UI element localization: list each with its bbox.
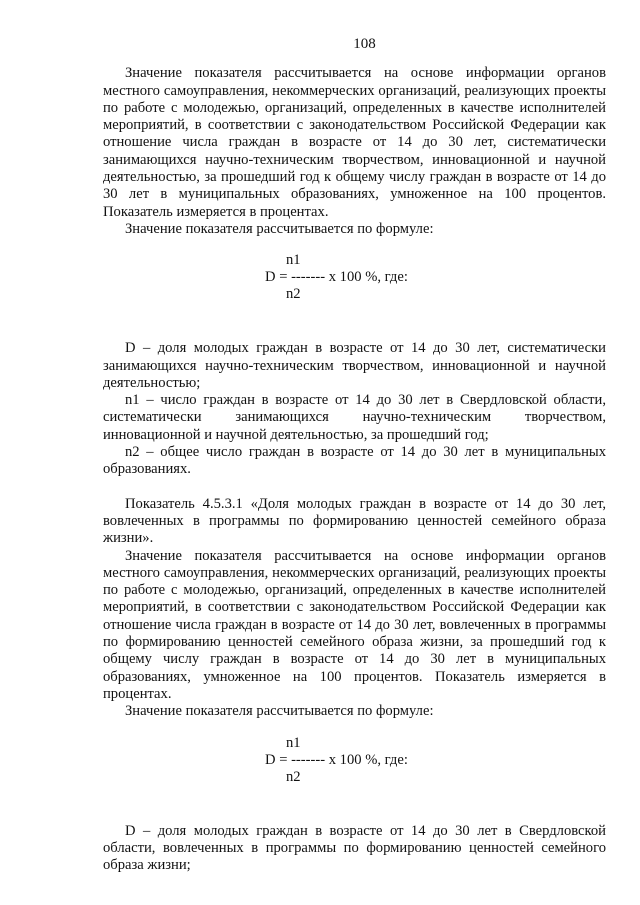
paragraph: Значение показателя рассчитывается на основе информации органов местного самоуправления, некоммерческих организаций, реализующих проекты по работе с молодежью, организаций, определенных в качестве исполнителей мероприятий, в соответствии с законодательством Российской Федерации как отношение числа граждан в возрасте от 14 до 30 лет, систематически занимающихся научно-техническим творчеством, инновационной и научной деятельностью, за прошедший год к общему числу граждан в возрасте от 14 до 30 лет в муниципальных образованиях, умноженное на 100 процентов. Показатель измеряется в процентах. bbox=[103, 65, 606, 220]
definition: D – доля молодых граждан в возрасте от 14 до 30 лет в Свердловской области, вовлеченных в программы по формированию ценностей семейного образа жизни; bbox=[103, 822, 606, 874]
formula bbox=[103, 252, 606, 312]
definition: n1 – число граждан в возрасте от 14 до 30 лет в Свердловской области, систематически занимающихся научно-техническим творчеством, инновационной и научной деятельностью, за прошедший год; bbox=[103, 392, 606, 443]
definition: D – доля молодых граждан в возрасте от 14 до 30 лет, систематически занимающихся научно-техническим творчеством, инновационной и научной деятельностью; bbox=[103, 340, 606, 391]
indicator-heading: Показатель 4.5.3.1 «Доля молодых граждан в возрасте от 14 до 30 лет, вовлеченных в программы по формированию ценностей семейного образа жизни». bbox=[103, 495, 606, 547]
document-page bbox=[103, 36, 606, 874]
page-number: 108 bbox=[353, 36, 376, 52]
paragraph: Значение показателя рассчитывается по формуле: bbox=[125, 220, 434, 237]
formula-expression: D = ------- x 100 %, где: bbox=[265, 751, 408, 768]
formula-numerator: n1 bbox=[286, 734, 301, 751]
paragraph: Значение показателя рассчитывается на основе информации органов местного самоуправления, некоммерческих организаций, реализующих проекты по работе с молодежью, организаций, определенных в качестве исполнителей мероприятий, в соответствии с законодательством Российской Федерации как отношение числа граждан в возрасте от 14 до 30 лет, вовлеченных в программы по формированию ценностей семейного образа жизни, за прошедший год к общему числу граждан в возрасте от 14 до 30 лет в муниципальных образованиях, умноженное на 100 процентов. Показатель измеряется в процентах. bbox=[103, 547, 606, 702]
spacer bbox=[103, 322, 606, 340]
spacer bbox=[103, 805, 606, 823]
formula-denominator: n2 bbox=[286, 286, 301, 303]
formula-numerator: n1 bbox=[286, 252, 301, 269]
formula-expression: D = ------- x 100 %, где: bbox=[265, 269, 408, 286]
paragraph: Значение показателя рассчитывается по формуле: bbox=[125, 703, 434, 720]
formula bbox=[103, 735, 606, 795]
definition: n2 – общее число граждан в возрасте от 14 до 30 лет в муниципальных образованиях. bbox=[103, 444, 606, 478]
formula-denominator: n2 bbox=[286, 768, 301, 785]
